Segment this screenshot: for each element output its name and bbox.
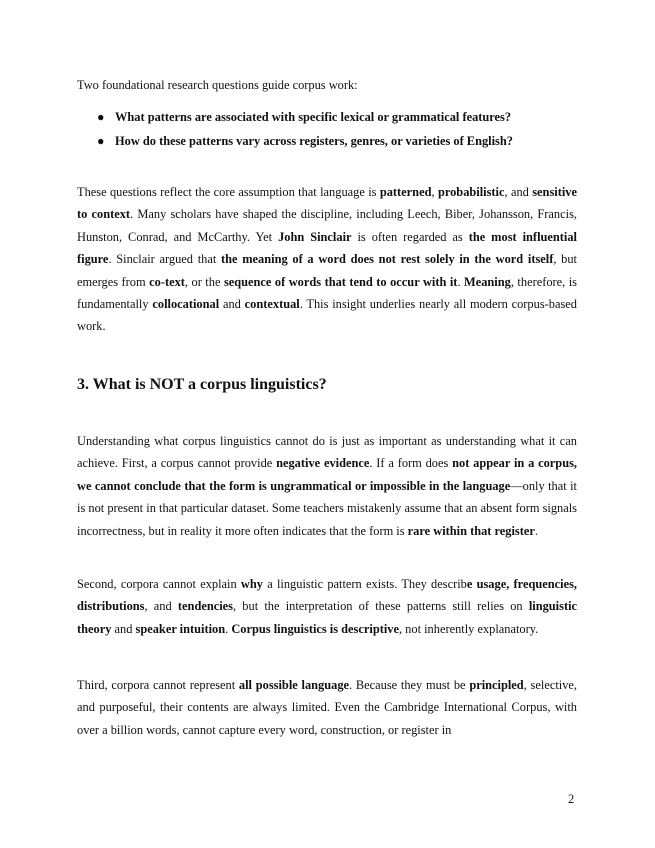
bullet-icon: ● (97, 110, 105, 124)
text-run: , or the (184, 274, 224, 289)
research-questions-list (77, 109, 577, 157)
bold-run: co-text (149, 274, 185, 289)
text-run: . (225, 621, 232, 636)
bullet-text: What patterns are associated with specific lexical or grammatical features? (115, 110, 512, 124)
text-run: . (534, 523, 538, 538)
bold-run: why (240, 577, 263, 591)
paragraph-representation (77, 674, 577, 741)
bold-run: not appear in a corpus, we cannot conclude that the form is ungrammatical or impossible in the language (77, 456, 578, 493)
text-run: —only that it is not present in that particular dataset. Some teachers mistakenly assume that an absent form signals incorrectness, but in reality it more often indicates that the form is (77, 478, 577, 538)
text-run: , but the interpretation of these patterns still relies on (232, 599, 529, 614)
text-run: , and (504, 185, 533, 199)
paragraph-explanation (77, 573, 577, 640)
bullet-text: How do these patterns vary across registers, genres, or varieties of English? (115, 134, 513, 148)
bold-run: patterned (379, 185, 432, 199)
bold-run: the meaning of a word does not rest solely in the word itself (221, 252, 554, 267)
bold-run: John Sinclair (278, 229, 352, 244)
intro-line: Two foundational research questions guide corpus work: (77, 78, 358, 92)
text-run: , selective, and purposeful, their contents are always limited. Even the Cambridge International Corpus, with over a billion words, cannot capture every word, construction, or register in (77, 678, 577, 737)
text-run: , therefore, is fundamentally (77, 274, 577, 312)
text-run: , and (144, 599, 178, 614)
bold-run: linguistic theory (77, 599, 578, 636)
text-run: , (431, 185, 438, 199)
text-run: Understanding what corpus linguistics cannot do is just as important as understanding what it can achieve. First, a corpus cannot provide (77, 434, 577, 471)
text-run: , not inherently explanatory. (398, 621, 539, 636)
text-run: Second, corpora cannot explain (77, 577, 241, 591)
paragraph-core-assumption (77, 181, 577, 338)
bold-run: collocational (152, 297, 220, 312)
bold-run: Corpus linguistics is descriptive (231, 621, 399, 636)
bold-run: sensitive to context (77, 185, 577, 222)
bold-run: speaker intuition (135, 621, 226, 636)
bold-run: sequence of words that tend to occur with it (223, 274, 458, 289)
section-heading: 3. What is NOT a corpus linguistics? (77, 376, 327, 393)
text-run: . (457, 274, 465, 289)
bold-run: probabilistic (437, 185, 505, 199)
bullet-icon: ● (97, 134, 105, 148)
bold-run: e usage, frequencies, distributions (77, 577, 577, 614)
bold-run: Meaning (464, 274, 511, 289)
text-run: and (111, 621, 136, 636)
bold-run: the most influential figure (77, 229, 577, 267)
text-run: These questions reflect the core assumption that language is (77, 185, 380, 199)
text-run: . If a form does (369, 456, 453, 471)
bold-run: contextual (244, 297, 300, 312)
text-run: . Sinclair argued that (108, 252, 221, 267)
bold-run: rare within that register (407, 523, 535, 538)
text-run: . This insight underlies nearly all modern corpus-based work. (77, 297, 577, 334)
bold-run: principled (469, 678, 524, 692)
list-item (77, 109, 577, 133)
bold-run: all possible language (238, 678, 350, 692)
text-run: . Because they must be (349, 678, 470, 692)
text-run: and (219, 297, 245, 312)
page-number: 2 (568, 792, 575, 806)
text-run: a linguistic pattern exists. They describ (262, 577, 467, 591)
list-item (77, 133, 577, 157)
bold-run: negative evidence (276, 456, 370, 471)
paragraph-negative-evidence (77, 430, 577, 542)
text-run: , but emerges from (77, 252, 577, 289)
text-run: is often regarded as (351, 229, 469, 244)
text-run: Third, corpora cannot represent (77, 678, 239, 692)
text-run: . Many scholars have shaped the discipline, including Leech, Biber, Johansson, Francis, Hunston, Conrad, and McCarthy. Yet (77, 207, 577, 244)
bold-run: tendencies (177, 599, 233, 614)
